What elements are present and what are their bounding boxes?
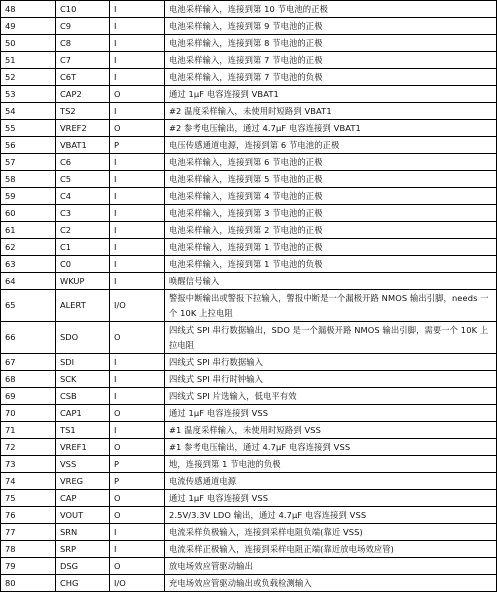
pin-description: 电流采样正极输入，连接到采样电阻正端(靠近放电场效应管) <box>165 541 497 558</box>
pin-description: #1 温度采样输入，未使用时短路到 VSS <box>165 422 497 439</box>
pin-name: CSB <box>56 388 110 405</box>
pin-number: 63 <box>1 256 56 273</box>
pin-name: SRP <box>56 541 110 558</box>
pin-description: 电池采样输入，连接到第 6 节电池的正极 <box>165 154 497 171</box>
pin-number: 61 <box>1 222 56 239</box>
pin-row <box>1 456 497 473</box>
pin-name: C0 <box>56 256 110 273</box>
pin-row <box>1 290 497 322</box>
pin-name: DSG <box>56 558 110 575</box>
pin-type: P <box>110 456 165 473</box>
pin-type: I <box>110 1 165 18</box>
pin-number: 71 <box>1 422 56 439</box>
pin-type: I <box>110 205 165 222</box>
pin-name: CAP1 <box>56 405 110 422</box>
pin-row <box>1 354 497 371</box>
pin-name: SDI <box>56 354 110 371</box>
pin-description: 通过 1μF 电容连接到 VSS <box>165 405 497 422</box>
pin-name: VREF2 <box>56 120 110 137</box>
pin-name: SDO <box>56 322 110 354</box>
pin-number: 48 <box>1 1 56 18</box>
pin-description: 电池采样输入，连接到第 1 节电池的正极 <box>165 239 497 256</box>
pin-number: 64 <box>1 273 56 290</box>
pin-row <box>1 222 497 239</box>
pin-row <box>1 86 497 103</box>
pin-type: O <box>110 507 165 524</box>
pin-type: I <box>110 18 165 35</box>
pin-row <box>1 405 497 422</box>
pin-name: VREF1 <box>56 439 110 456</box>
pin-number: 74 <box>1 473 56 490</box>
pin-description: 通过 1μF 电容连接到 VBAT1 <box>165 86 497 103</box>
pin-type: I/O <box>110 290 165 322</box>
pin-row <box>1 120 497 137</box>
pin-type: I <box>110 273 165 290</box>
pin-name: CAP <box>56 490 110 507</box>
pin-number: 53 <box>1 86 56 103</box>
pin-name: VOUT <box>56 507 110 524</box>
pin-row <box>1 35 497 52</box>
pin-row <box>1 575 497 592</box>
pin-row <box>1 18 497 35</box>
pin-row <box>1 52 497 69</box>
pin-description: 警报中断输出或警报下拉输入，警报中断是一个漏极开路 NMOS 输出引脚，needs 一个 10K 上拉电阻 <box>165 290 497 322</box>
pin-name: VREG <box>56 473 110 490</box>
pin-description: #2 参考电压输出，通过 4.7μF 电容连接到 VBAT1 <box>165 120 497 137</box>
pin-name: ALERT <box>56 290 110 322</box>
pin-type: I <box>110 103 165 120</box>
pin-type: O <box>110 490 165 507</box>
pin-description: 四线式 SPI 串行时钟输入 <box>165 371 497 388</box>
pin-number: 72 <box>1 439 56 456</box>
pin-number: 65 <box>1 290 56 322</box>
pin-name: C8 <box>56 35 110 52</box>
pin-number: 79 <box>1 558 56 575</box>
pin-number: 78 <box>1 541 56 558</box>
pin-type: I <box>110 188 165 205</box>
pin-description: 电池采样输入，连接到第 1 节电池的负极 <box>165 256 497 273</box>
pin-number: 76 <box>1 507 56 524</box>
pin-row <box>1 205 497 222</box>
pin-description: 电池采样输入，连接到第 10 节电池的正极 <box>165 1 497 18</box>
pin-number: 70 <box>1 405 56 422</box>
pin-number: 73 <box>1 456 56 473</box>
pin-description: 四线式 SPI 串行数据输入 <box>165 354 497 371</box>
pin-type: P <box>110 137 165 154</box>
pin-row <box>1 322 497 354</box>
pin-description: 电池采样输入，连接到第 7 节电池的负极 <box>165 69 497 86</box>
pin-description: 电池采样输入，连接到第 7 节电池的正极 <box>165 52 497 69</box>
pin-row <box>1 388 497 405</box>
pin-description: 电池采样输入，连接到第 8 节电池的正极 <box>165 35 497 52</box>
pin-type: O <box>110 120 165 137</box>
pin-number: 56 <box>1 137 56 154</box>
pin-number: 51 <box>1 52 56 69</box>
pin-row <box>1 1 497 18</box>
pin-name: C9 <box>56 18 110 35</box>
pin-number: 57 <box>1 154 56 171</box>
pin-type: P <box>110 473 165 490</box>
pin-name: SRN <box>56 524 110 541</box>
pin-description: 地，连接到第 1 节电池的负极 <box>165 456 497 473</box>
pin-name: CAP2 <box>56 86 110 103</box>
pin-name: SCK <box>56 371 110 388</box>
pin-name: TS2 <box>56 103 110 120</box>
pin-type: I <box>110 52 165 69</box>
pin-name: VSS <box>56 456 110 473</box>
pin-row <box>1 137 497 154</box>
pin-name: C1 <box>56 239 110 256</box>
pin-name: TS1 <box>56 422 110 439</box>
pin-row <box>1 541 497 558</box>
pin-row <box>1 524 497 541</box>
pin-row <box>1 273 497 290</box>
pin-description: 电池采样输入，连接到第 9 节电池的正极 <box>165 18 497 35</box>
pin-description: 放电场效应管驱动输出 <box>165 558 497 575</box>
pin-type: I <box>110 171 165 188</box>
pin-description: 电池采样输入，连接到第 3 节电池的正极 <box>165 205 497 222</box>
pin-number: 59 <box>1 188 56 205</box>
pin-row <box>1 69 497 86</box>
pin-description: 通过 1μF 电容连接到 VSS <box>165 490 497 507</box>
pin-name: C5 <box>56 171 110 188</box>
pin-description: 电池采样输入，连接到第 2 节电池的正极 <box>165 222 497 239</box>
pin-type: O <box>110 558 165 575</box>
pin-description: #2 温度采样输入，未使用时短路到 VBAT1 <box>165 103 497 120</box>
pin-type: I <box>110 354 165 371</box>
pin-description: 电池采样输入，连接到第 4 节电池的正极 <box>165 188 497 205</box>
pin-type: O <box>110 405 165 422</box>
pin-type: I <box>110 388 165 405</box>
pin-type: I <box>110 422 165 439</box>
pin-type: I <box>110 35 165 52</box>
pin-type: I <box>110 239 165 256</box>
pin-name: VBAT1 <box>56 137 110 154</box>
pin-row <box>1 371 497 388</box>
pin-description: 电流传感通道电源 <box>165 473 497 490</box>
pin-name: C10 <box>56 1 110 18</box>
pin-description: 电压传感通道电源，连接到第 6 节电池的正极 <box>165 137 497 154</box>
pin-row <box>1 422 497 439</box>
pin-row <box>1 171 497 188</box>
pin-description: #1 参考电压输出，通过 4.7μF 电容连接到 VSS <box>165 439 497 456</box>
pin-name: C2 <box>56 222 110 239</box>
pin-name: C4 <box>56 188 110 205</box>
pin-type: I <box>110 541 165 558</box>
pin-row <box>1 439 497 456</box>
pin-row <box>1 490 497 507</box>
pin-description: 电池采样输入，连接到第 5 节电池的正极 <box>165 171 497 188</box>
pin-row <box>1 507 497 524</box>
pin-row <box>1 473 497 490</box>
pin-row <box>1 103 497 120</box>
pin-number: 67 <box>1 354 56 371</box>
pin-type: O <box>110 439 165 456</box>
pin-type: I <box>110 222 165 239</box>
pin-type: I/O <box>110 575 165 592</box>
pin-type: I <box>110 256 165 273</box>
pin-number: 54 <box>1 103 56 120</box>
pin-number: 75 <box>1 490 56 507</box>
pin-number: 60 <box>1 205 56 222</box>
pin-row <box>1 558 497 575</box>
pin-number: 68 <box>1 371 56 388</box>
pin-number: 58 <box>1 171 56 188</box>
pin-number: 66 <box>1 322 56 354</box>
pin-number: 62 <box>1 239 56 256</box>
pin-name: C6 <box>56 154 110 171</box>
pin-type: I <box>110 69 165 86</box>
pin-name: WKUP <box>56 273 110 290</box>
pin-name: CHG <box>56 575 110 592</box>
pin-type: I <box>110 371 165 388</box>
pin-type: I <box>110 154 165 171</box>
pin-description: 四线式 SPI 串行数据输出，SDO 是一个漏极开路 NMOS 输出引脚，需要一个 10K 上拉电阻 <box>165 322 497 354</box>
pin-description: 电流采样负极输入，连接到采样电阻负端(靠近 VSS) <box>165 524 497 541</box>
pin-rows <box>1 1 497 592</box>
pin-row <box>1 154 497 171</box>
pin-number: 77 <box>1 524 56 541</box>
pin-number: 49 <box>1 18 56 35</box>
pin-row <box>1 239 497 256</box>
pin-row <box>1 188 497 205</box>
pin-row <box>1 256 497 273</box>
pin-description: 四线式 SPI 片选输入，低电平有效 <box>165 388 497 405</box>
pin-description: 2.5V/3.3V LDO 输出，通过 4.7μF 电容连接到 VSS <box>165 507 497 524</box>
pin-number: 50 <box>1 35 56 52</box>
pin-type: O <box>110 86 165 103</box>
pin-description: 唤醒信号输入 <box>165 273 497 290</box>
pin-number: 55 <box>1 120 56 137</box>
pin-type: O <box>110 322 165 354</box>
pin-number: 69 <box>1 388 56 405</box>
pin-number: 52 <box>1 69 56 86</box>
pin-number: 80 <box>1 575 56 592</box>
pin-type: I <box>110 524 165 541</box>
pin-name: C7 <box>56 52 110 69</box>
pin-description: 充电场效应管驱动输出或负载检测输入 <box>165 575 497 592</box>
pin-name: C6T <box>56 69 110 86</box>
pin-name: C3 <box>56 205 110 222</box>
